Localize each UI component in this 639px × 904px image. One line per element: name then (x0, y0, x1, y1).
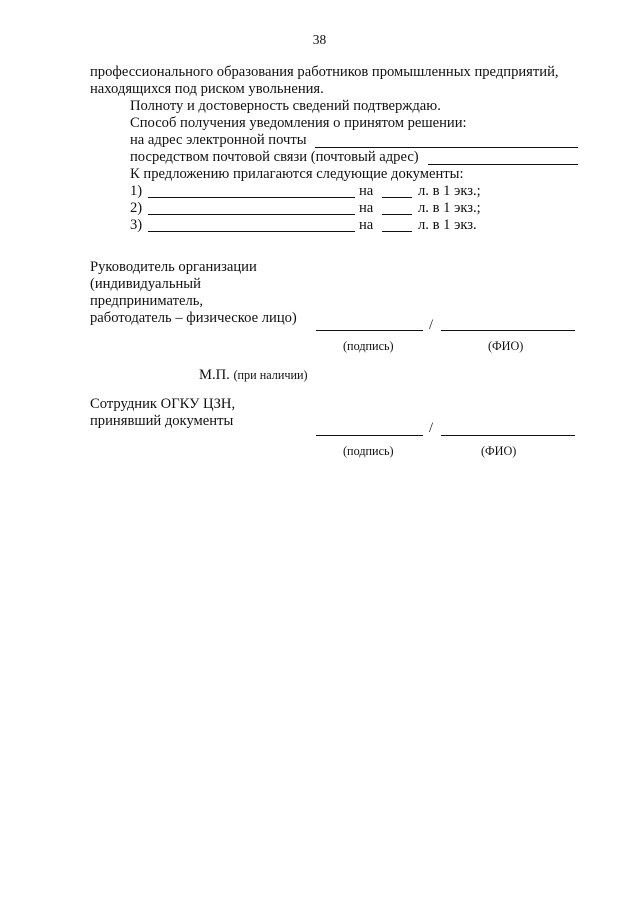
head-slash: / (429, 317, 434, 333)
confirm-statement: Полноту и достоверность сведений подтверждаю. (130, 98, 441, 114)
employee-name-line (441, 435, 575, 436)
attachment-3-blank (148, 231, 355, 232)
head-title-line-4: работодатель – физическое лицо) (90, 310, 297, 326)
attachment-1-sheets: л. в 1 экз.; (418, 183, 481, 199)
stamp-mp: М.П. (199, 367, 230, 383)
post-address-label: посредством почтовой связи (почтовый адрес) (130, 149, 419, 165)
email-blank-line (315, 147, 578, 148)
employee-slash: / (429, 420, 434, 436)
attachments-intro: К предложению прилагаются следующие документы: (130, 166, 464, 182)
attachment-1-sheets-blank (382, 197, 412, 198)
head-title-line-1: Руководитель организации (90, 259, 257, 275)
head-name-line (441, 330, 575, 331)
notify-method-label: Способ получения уведомления о принятом решении: (130, 115, 467, 131)
attachment-3-number: 3) (130, 217, 143, 233)
body-line-2: находящихся под риском увольнения. (90, 81, 324, 97)
employee-signature-line (316, 435, 423, 436)
page-number: 38 (312, 32, 327, 47)
attachment-2-on: на (359, 200, 374, 216)
employee-title-line-1: Сотрудник ОГКУ ЦЗН, (90, 396, 236, 412)
head-title-line-2: (индивидуальный (90, 276, 201, 292)
attachment-2-sheets-blank (382, 214, 412, 215)
body-line-1: профессионального образования работников промышленных предприятий, (90, 64, 559, 80)
attachment-3-sheets-blank (382, 231, 412, 232)
post-address-blank-line (428, 164, 578, 165)
stamp-label (199, 367, 308, 384)
head-signature-line (316, 330, 423, 331)
attachment-1-on: на (359, 183, 374, 199)
attachment-2-number: 2) (130, 200, 143, 216)
employee-title-line-2: принявший документы (90, 413, 234, 429)
employee-name-caption: (ФИО) (481, 444, 517, 458)
attachment-2-blank (148, 214, 355, 215)
attachment-1-blank (148, 197, 355, 198)
head-title-line-3: предприниматель, (90, 293, 204, 309)
attachment-3-sheets: л. в 1 экз. (418, 217, 477, 233)
email-label: на адрес электронной почты (130, 132, 307, 148)
attachment-2-sheets: л. в 1 экз.; (418, 200, 481, 216)
employee-signature-caption: (подпись) (343, 444, 394, 458)
head-name-caption: (ФИО) (488, 339, 524, 353)
stamp-if-any: (при наличии) (233, 368, 308, 382)
attachment-1-number: 1) (130, 183, 143, 199)
attachment-3-on: на (359, 217, 374, 233)
head-signature-caption: (подпись) (343, 339, 394, 353)
